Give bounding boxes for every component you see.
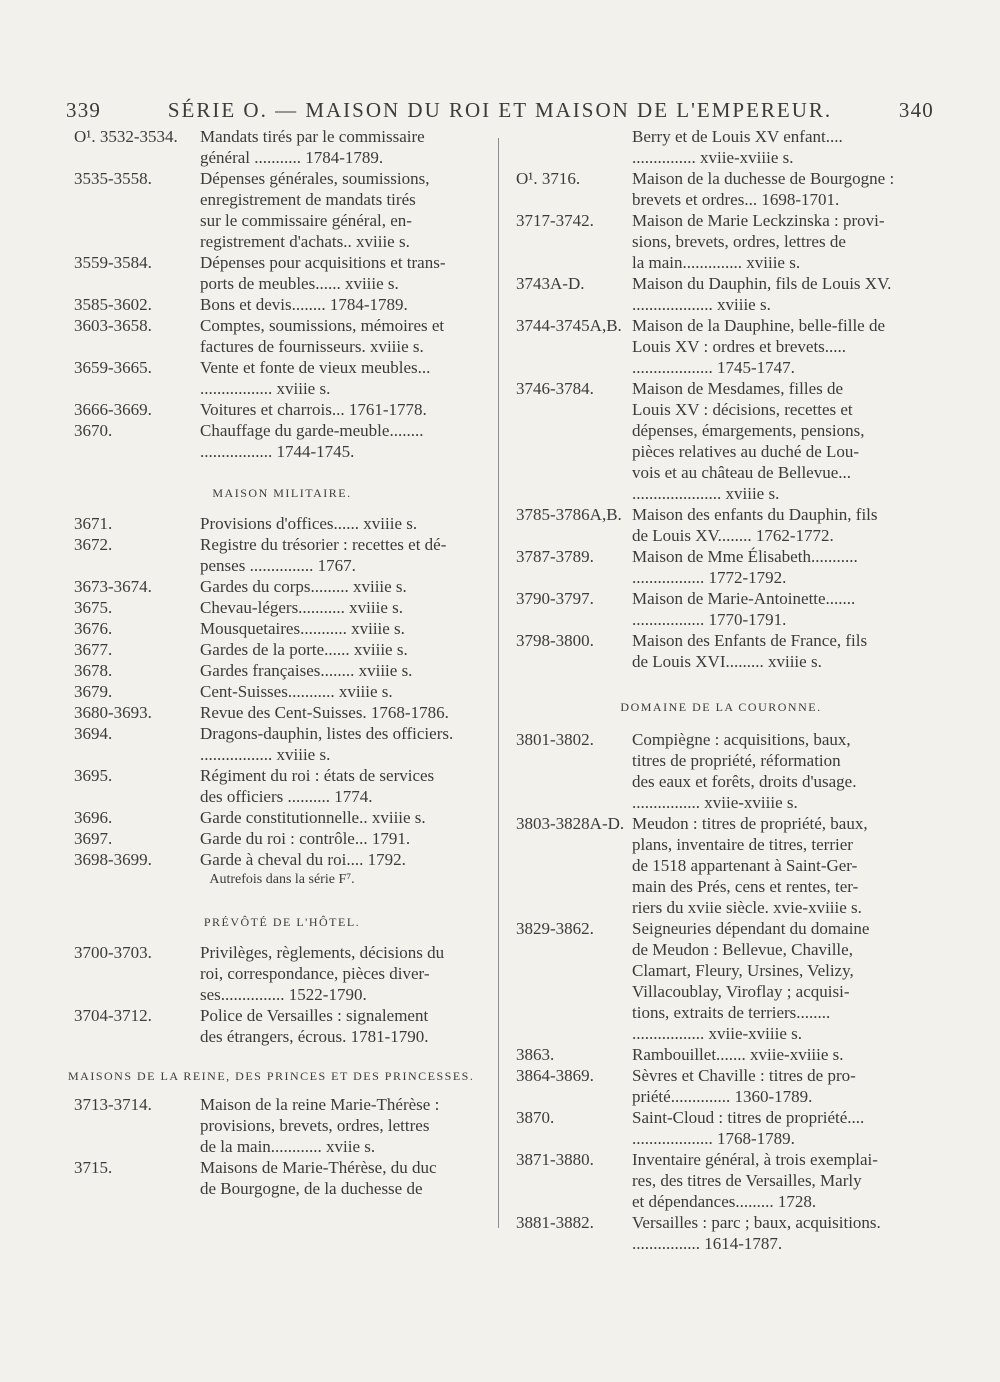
entry-line: Cent-Suisses........... xviiie s.	[200, 682, 393, 701]
entry-code: 3829-3862.	[516, 919, 594, 938]
entry-line: Louis XV : décisions, recettes et	[632, 400, 853, 419]
entry-line: ................... 1768-1789.	[632, 1129, 795, 1148]
entry-description	[200, 702, 490, 723]
entries-garde-meuble	[74, 126, 490, 462]
entry-description	[632, 729, 926, 813]
inventory-entry	[74, 765, 490, 807]
section-title-maisons: MAISONS DE LA REINE, DES PRINCES ET DES PRINCESSES.	[68, 1069, 475, 1083]
entry-code	[516, 126, 632, 168]
entry-line: Maison de Mesdames, filles de	[632, 379, 844, 398]
entry-line: factures de fournisseurs. xviiie s.	[200, 337, 424, 356]
entry-line: Berry et de Louis XV enfant....	[632, 127, 843, 146]
entry-line: Bons et devis........ 1784-1789.	[200, 295, 408, 314]
section-title-prevote: PRÉVÔTÉ DE L'HÔTEL.	[203, 915, 361, 929]
entry-line: Maison de Mme Élisabeth...........	[632, 547, 858, 566]
inventory-entry	[74, 576, 490, 597]
entry-description	[200, 849, 490, 870]
entry-line: Dragons-dauphin, listes des officiers.	[200, 724, 454, 743]
entry-code: 3746-3784.	[516, 379, 594, 398]
entry-description	[200, 1157, 490, 1199]
entry-code: 3744-3745A,B.	[516, 316, 622, 335]
entry-code: 3803-3828A-D.	[516, 814, 625, 833]
inventory-entry	[74, 618, 490, 639]
entry-code: O¹. 3532-3534.	[74, 127, 178, 146]
entry-description	[200, 723, 490, 765]
entry-description	[632, 315, 926, 378]
entry-line: Rambouillet....... xviie-xviiie s.	[632, 1045, 844, 1064]
entry-code: 3677.	[74, 640, 113, 659]
column-divider	[498, 138, 499, 1228]
entry-line: Maison des Enfants de France, fils	[632, 631, 868, 650]
entry-code: 3785-3786A,B.	[516, 505, 622, 524]
inventory-entry	[74, 513, 490, 534]
entry-code: 3715.	[74, 1158, 113, 1177]
entry-line: ................. xviiie s.	[200, 745, 331, 764]
entry-code: 3697.	[74, 829, 113, 848]
entry-line: registrement d'achats.. xviiie s.	[200, 232, 410, 251]
inventory-entry	[516, 378, 926, 504]
entry-line: Chevau-légers........... xviiie s.	[200, 598, 404, 617]
entry-description	[632, 1149, 926, 1212]
entry-code: 3666-3669.	[74, 400, 152, 419]
entry-line: sur le commissaire général, en-	[200, 211, 412, 230]
entry-line: la main.............. xviiie s.	[632, 253, 801, 272]
entry-description	[632, 273, 926, 315]
entry-line: Louis XV : ordres et brevets.....	[632, 337, 847, 356]
inventory-entry	[516, 1107, 926, 1149]
entry-description	[200, 807, 490, 828]
entry-description	[200, 513, 490, 534]
entry-code: 3790-3797.	[516, 589, 594, 608]
inventory-entry	[516, 729, 926, 813]
inventory-entry	[74, 849, 490, 870]
entry-description	[200, 1094, 490, 1157]
entry-line: titres de propriété, réformation	[632, 751, 841, 770]
entry-code: 3798-3800.	[516, 631, 594, 650]
inventory-entry	[74, 315, 490, 357]
page-header	[66, 98, 934, 128]
entry-line: Vente et fonte de vieux meubles...	[200, 358, 431, 377]
entry-description	[200, 294, 490, 315]
entry-line: Clamart, Fleury, Ursines, Velizy,	[632, 961, 854, 980]
entry-line: ports de meubles...... xviiie s.	[200, 274, 399, 293]
entry-description	[632, 630, 926, 672]
entry-description	[200, 126, 490, 168]
entry-line: Gardes françaises........ xviiie s.	[200, 661, 413, 680]
entry-line: res, des titres de Versailles, Marly	[632, 1171, 862, 1190]
entries-prevote	[74, 942, 490, 1047]
entry-code: 3870.	[516, 1108, 555, 1127]
entry-line: ................. 1744-1745.	[200, 442, 355, 461]
entry-line: Revue des Cent-Suisses. 1768-1786.	[200, 703, 449, 722]
entry-line: Chauffage du garde-meuble........	[200, 421, 424, 440]
inventory-entry	[74, 420, 490, 462]
entry-description	[200, 765, 490, 807]
entry-line: Gardes de la porte...... xviiie s.	[200, 640, 408, 659]
entry-line: Gardes du corps......... xviiie s.	[200, 577, 407, 596]
entry-line: des étrangers, écrous. 1781-1790.	[200, 1027, 429, 1046]
entry-code: 3559-3584.	[74, 253, 152, 272]
inventory-entry	[74, 828, 490, 849]
entry-code: 3679.	[74, 682, 113, 701]
inventory-entry	[516, 273, 926, 315]
entry-line: ses............... 1522-1790.	[200, 985, 367, 1004]
entry-description	[200, 168, 490, 252]
entry-line: Police de Versailles : signalement	[200, 1006, 429, 1025]
entry-description	[632, 813, 926, 918]
left-column	[68, 126, 490, 1199]
entry-line: Garde à cheval du roi.... 1792.	[200, 850, 406, 869]
entry-description	[632, 1212, 926, 1254]
entry-line: Provisions d'offices...... xviiie s.	[200, 514, 418, 533]
entry-line: Comptes, soumissions, mémoires et	[200, 316, 445, 335]
entry-line: des officiers .......... 1774.	[200, 787, 373, 806]
entry-line: Garde constitutionnelle.. xviiie s.	[200, 808, 426, 827]
inventory-entry	[516, 588, 926, 630]
entry-code: 3700-3703.	[74, 943, 152, 962]
inventory-entry	[74, 639, 490, 660]
entry-code: 3680-3693.	[74, 703, 152, 722]
entry-line: roi, correspondance, pièces diver-	[200, 964, 430, 983]
entry-code: 3713-3714.	[74, 1095, 152, 1114]
entry-code: 3717-3742.	[516, 211, 594, 230]
entry-description	[632, 1107, 926, 1149]
entry-description	[200, 681, 490, 702]
inventory-entry	[74, 399, 490, 420]
entry-line: ..................... xviiie s.	[632, 484, 780, 503]
entry-code: 3694.	[74, 724, 113, 743]
inventory-entry	[74, 168, 490, 252]
inventory-entry	[516, 813, 926, 918]
entry-code: 3659-3665.	[74, 358, 152, 377]
page-number-right: 340	[898, 98, 934, 122]
entry-description	[200, 252, 490, 294]
entries-maisons-continued	[516, 126, 926, 672]
entry-line: de 1518 appartenant à Saint-Ger-	[632, 856, 858, 875]
entry-line: ................. 1772-1792.	[632, 568, 787, 587]
inventory-entry	[516, 126, 926, 168]
entry-line: plans, inventaire de titres, terrier	[632, 835, 853, 854]
entry-description	[632, 504, 926, 546]
entry-code: 3871-3880.	[516, 1150, 594, 1169]
entry-line: Voitures et charrois... 1761-1778.	[200, 400, 427, 419]
entry-line: tions, extraits de terriers........	[632, 1003, 831, 1022]
entry-line: Mandats tirés par le commissaire	[200, 127, 425, 146]
entry-line: Mousquetaires........... xviiie s.	[200, 619, 405, 638]
entry-line: ................... 1745-1747.	[632, 358, 795, 377]
entry-code: 3704-3712.	[74, 1006, 152, 1025]
entry-description	[200, 942, 490, 1005]
inventory-entry	[74, 294, 490, 315]
entry-line: enregistrement de mandats tirés	[200, 190, 416, 209]
entry-line: ................. xviiie s.	[200, 379, 331, 398]
entry-code: 3881-3882.	[516, 1213, 594, 1232]
entry-line: Garde du roi : contrôle... 1791.	[200, 829, 411, 848]
entry-line: de la main............ xviie s.	[200, 1137, 376, 1156]
entry-description	[632, 546, 926, 588]
entry-line: riers du xviie siècle. xvie-xviiie s.	[632, 898, 862, 917]
entry-code: 3672.	[74, 535, 113, 554]
entry-description	[200, 828, 490, 849]
inventory-entry	[74, 942, 490, 1005]
entry-code: 3787-3789.	[516, 547, 594, 566]
entry-description	[200, 1005, 490, 1047]
inventory-entry	[74, 1005, 490, 1047]
entry-line: Inventaire général, à trois exemplai-	[632, 1150, 878, 1169]
entry-description	[200, 315, 490, 357]
inventory-entry	[516, 918, 926, 1044]
entry-line: des eaux et forêts, droits d'usage.	[632, 772, 857, 791]
section-title-militaire: MAISON MILITAIRE.	[212, 486, 352, 500]
entry-line: Meudon : titres de propriété, baux,	[632, 814, 868, 833]
entry-line: Régiment du roi : états de services	[200, 766, 435, 785]
entry-description	[200, 639, 490, 660]
entry-line: Maisons de Marie-Thérèse, du duc	[200, 1158, 437, 1177]
entry-code: 3535-3558.	[74, 169, 152, 188]
entry-line: brevets et ordres... 1698-1701.	[632, 190, 840, 209]
entry-description	[632, 168, 926, 210]
entry-line: Dépenses générales, soumissions,	[200, 169, 430, 188]
entry-line: ................ 1614-1787.	[632, 1234, 783, 1253]
inventory-entry	[74, 1094, 490, 1157]
entry-line: de Louis XVI......... xviiie s.	[632, 652, 822, 671]
inventory-entry	[516, 504, 926, 546]
inventory-entry	[74, 723, 490, 765]
entry-code: 3673-3674.	[74, 577, 152, 596]
right-column	[516, 126, 926, 1254]
entry-line: Registre du trésorier : recettes et dé-	[200, 535, 447, 554]
entry-line: Seigneuries dépendant du domaine	[632, 919, 870, 938]
entry-line: vois et au château de Bellevue...	[632, 463, 852, 482]
entry-code: O¹. 3716.	[516, 169, 581, 188]
entry-line: et dépendances......... 1728.	[632, 1192, 817, 1211]
entry-description	[632, 1044, 926, 1065]
entry-code: 3801-3802.	[516, 730, 594, 749]
entry-line: provisions, brevets, ordres, lettres	[200, 1116, 430, 1135]
entry-line: Maison de la Dauphine, belle-fille de	[632, 316, 886, 335]
entry-description	[200, 576, 490, 597]
inventory-entry	[74, 660, 490, 681]
entry-description	[632, 588, 926, 630]
entry-line: Maison de Marie Leckzinska : provi-	[632, 211, 885, 230]
entry-description	[632, 126, 926, 168]
inventory-entry	[516, 210, 926, 273]
entry-code: 3743A-D.	[516, 274, 585, 293]
inventory-entry	[74, 1157, 490, 1199]
inventory-entry	[74, 357, 490, 399]
entry-code: 3675.	[74, 598, 113, 617]
inventory-entry	[74, 252, 490, 294]
entry-description	[632, 1065, 926, 1107]
inventory-entry	[74, 597, 490, 618]
inventory-entry	[74, 807, 490, 828]
entry-line: priété.............. 1360-1789.	[632, 1087, 813, 1106]
inventory-entry	[516, 1044, 926, 1065]
entry-description	[200, 597, 490, 618]
entry-code: 3695.	[74, 766, 113, 785]
entry-line: Saint-Cloud : titres de propriété....	[632, 1108, 865, 1127]
entry-line: général ........... 1784-1789.	[200, 148, 384, 167]
inventory-entry	[516, 1212, 926, 1254]
entry-code: 3603-3658.	[74, 316, 152, 335]
entry-line: Versailles : parc ; baux, acquisitions.	[632, 1213, 881, 1232]
inventory-entry	[516, 1149, 926, 1212]
inventory-entry	[516, 315, 926, 378]
entry-line: sions, brevets, ordres, lettres de	[632, 232, 846, 251]
entry-line: penses ............... 1767.	[200, 556, 356, 575]
entry-line: Maison de la duchesse de Bourgogne :	[632, 169, 895, 188]
entry-code: 3696.	[74, 808, 113, 827]
entry-line: Compiègne : acquisitions, baux,	[632, 730, 851, 749]
entry-line: main des Prés, cens et rentes, ter-	[632, 877, 859, 896]
entry-description	[200, 399, 490, 420]
entry-code: 3585-3602.	[74, 295, 152, 314]
entry-line: ................. 1770-1791.	[632, 610, 787, 629]
entry-code: 3678.	[74, 661, 113, 680]
entry-description	[632, 918, 926, 1044]
entry-description	[200, 618, 490, 639]
inventory-entry	[516, 630, 926, 672]
inventory-entry	[74, 126, 490, 168]
entry-code: 3863.	[516, 1045, 555, 1064]
entry-code: 3698-3699.	[74, 850, 152, 869]
entry-description	[200, 420, 490, 462]
entry-line: Villacoublay, Viroflay ; acquisi-	[632, 982, 850, 1001]
entry-line: Privilèges, règlements, décisions du	[200, 943, 445, 962]
entry-line: Maison du Dauphin, fils de Louis XV.	[632, 274, 892, 293]
inventory-entry	[516, 168, 926, 210]
section-title-domaine: DOMAINE DE LA COURONNE.	[620, 700, 822, 714]
entries-maisons	[74, 1094, 490, 1199]
running-title: SÉRIE O. — MAISON DU ROI ET MAISON DE L'EMPEREUR.	[167, 98, 833, 122]
note-militaire: Autrefois dans la série F⁷.	[209, 872, 355, 887]
entry-line: ................. xviie-xviiie s.	[632, 1024, 802, 1043]
entry-line: Dépenses pour acquisitions et trans-	[200, 253, 446, 272]
entry-description	[632, 378, 926, 504]
entry-line: ................ xviie-xviiie s.	[632, 793, 798, 812]
entry-line: Maison des enfants du Dauphin, fils	[632, 505, 878, 524]
entry-code: 3671.	[74, 514, 113, 533]
entry-line: de Meudon : Bellevue, Chaville,	[632, 940, 853, 959]
entry-line: Maison de Marie-Antoinette.......	[632, 589, 856, 608]
entry-line: de Bourgogne, de la duchesse de	[200, 1179, 423, 1198]
entry-description	[200, 357, 490, 399]
entry-line: dépenses, émargements, pensions,	[632, 421, 865, 440]
inventory-entry	[516, 1065, 926, 1107]
entries-militaire	[74, 513, 490, 870]
entry-line: pièces relatives au duché de Lou-	[632, 442, 860, 461]
entry-description	[200, 534, 490, 576]
inventory-entry	[74, 681, 490, 702]
entry-line: ................... xviiie s.	[632, 295, 771, 314]
page-number-left: 339	[66, 98, 102, 122]
entry-line: Maison de la reine Marie-Thérèse :	[200, 1095, 440, 1114]
inventory-entry	[74, 534, 490, 576]
entry-code: 3676.	[74, 619, 113, 638]
entry-description	[200, 660, 490, 681]
entry-line: de Louis XV........ 1762-1772.	[632, 526, 834, 545]
inventory-entry	[516, 546, 926, 588]
entry-line: Sèvres et Chaville : titres de pro-	[632, 1066, 856, 1085]
entry-line: ............... xviie-xviiie s.	[632, 148, 794, 167]
entry-code: 3670.	[74, 421, 113, 440]
entries-domaine	[516, 729, 926, 1254]
entry-description	[632, 210, 926, 273]
inventory-entry	[74, 702, 490, 723]
entry-code: 3864-3869.	[516, 1066, 594, 1085]
